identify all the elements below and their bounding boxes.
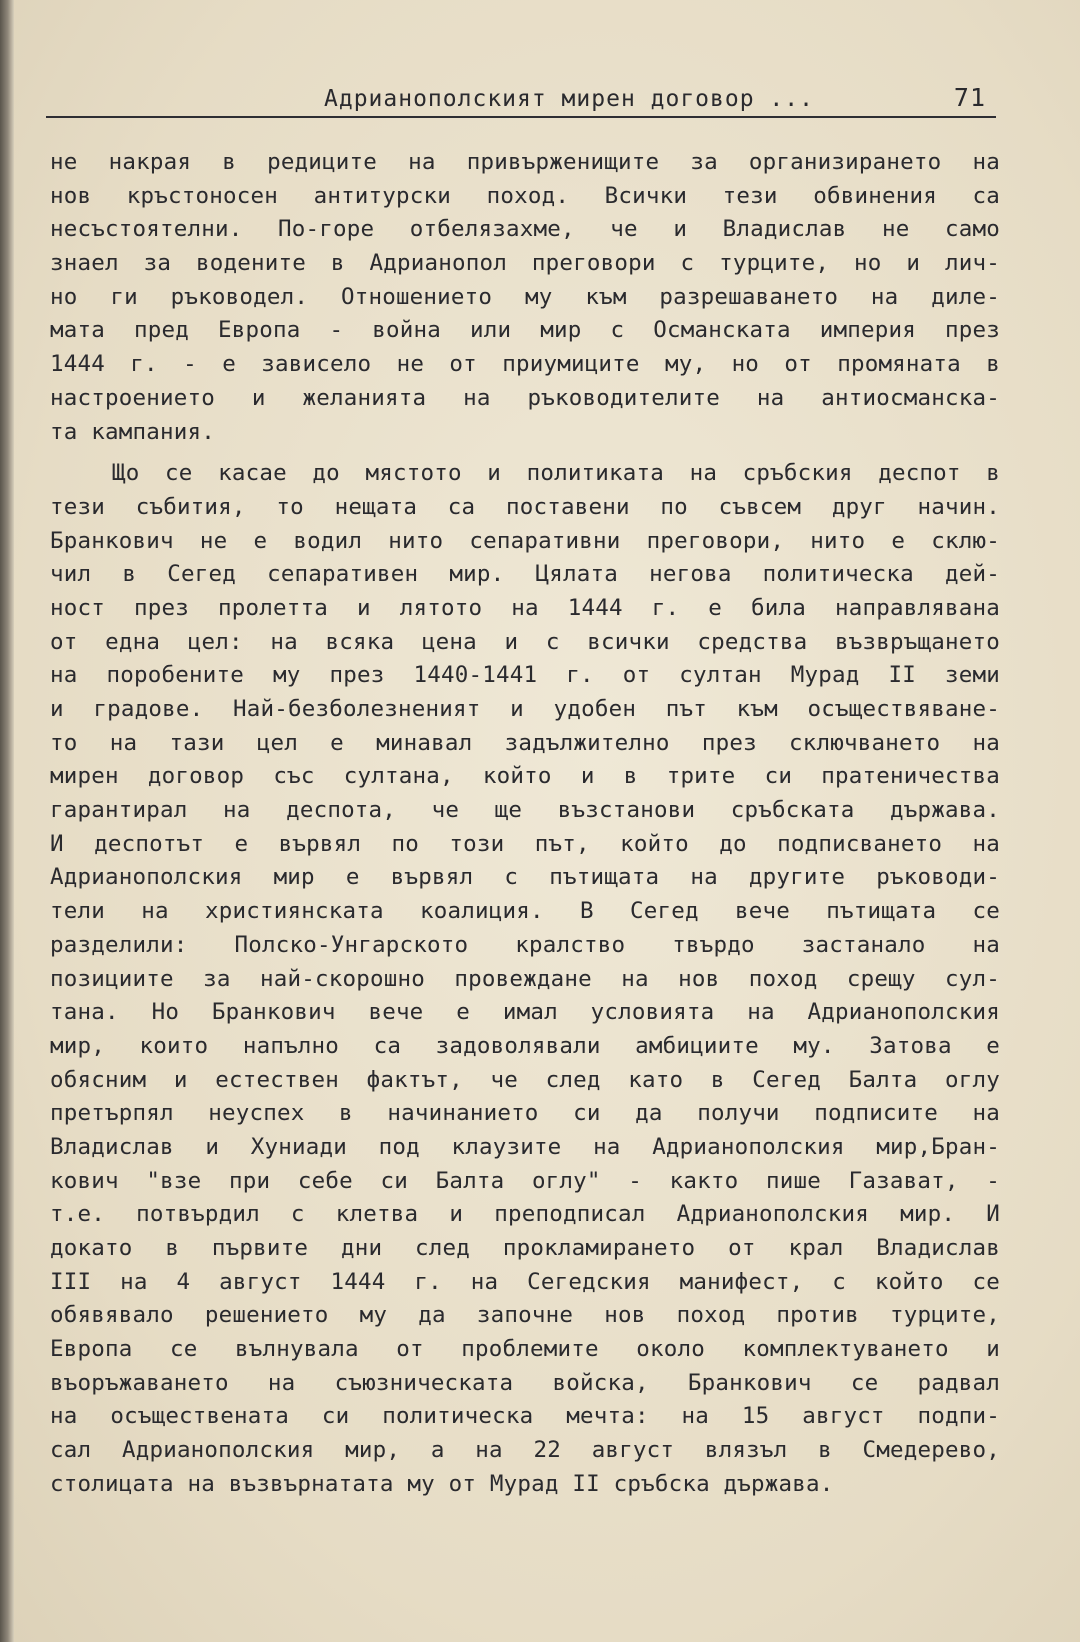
text-line: Владислав и Хуниади под клаузите на Адрианополския мир,Бран- [50, 1133, 1000, 1160]
text-line: тели на християнската коалиция. В Сегед вече пътищата се [50, 898, 1000, 925]
text-line: III на 4 август 1444 г. на Сегедския манифест, с който се [50, 1268, 1000, 1295]
text-line: несъстоятелни. По-горе отбелязахме, че и Владислав не само [50, 216, 1000, 243]
text-line: знаел за водените в Адрианопол преговори с турците, но и лич- [50, 250, 1000, 277]
text-line: сал Адрианополския мир, а на 22 август влязъл в Смедерево, [50, 1437, 1000, 1464]
text-line: от една цел: на всяка цена и с всички средства възвръщането [50, 628, 1000, 655]
text-line: та кампания. [50, 418, 215, 445]
text-line: но ги ръководел. Отношението му към разрешаването на диле- [50, 283, 1000, 310]
text-line: мирен договор със султана, който и в трите си пратеничества [50, 763, 1000, 790]
text-line: ност през пролетта и лятото на 1444 г. е била направлявана [50, 594, 1000, 621]
text-line: кович "взе при себе си Балта оглу" - както пише Газават, - [50, 1167, 1000, 1194]
running-header-title: Адрианополският мирен договор ... [324, 86, 814, 112]
paragraph-2 [50, 457, 1000, 1501]
text-line: позициите за най-скорошно провеждане на нов поход срещу сул- [50, 965, 1000, 992]
text-line: на осъществената си политическа мечта: на 15 август подпи- [50, 1403, 1000, 1430]
text-line: претърпял неуспех в начинанието си да получи подписите на [50, 1100, 1000, 1127]
text-line: тези събития, то нещата са поставени по съвсем друг начин. [50, 493, 1000, 520]
text-line: обявявало решението му да започне нов поход против турците, [50, 1302, 1000, 1329]
text-line: то на тази цел е минавал задължително през сключването на [50, 729, 1000, 756]
text-line: докато в първите дни след прокламирането от крал Владислав [50, 1235, 1000, 1261]
text-line: въоръжаването на съюзническата войска, Бранкович се радвал [50, 1369, 1000, 1396]
book-page [14, 0, 1080, 1642]
text-line: тана. Но Бранкович вече е имал условията на Адрианополския [50, 999, 1000, 1026]
text-line: нов кръстоносен антитурски поход. Всички тези обвинения са [50, 182, 1000, 209]
text-line: разделили: Полско-Унгарското кралство твърдо застанало на [50, 931, 1000, 958]
body-text [50, 146, 1000, 1502]
text-line: чил в Сегед сепаративен мир. Цялата негова политическа дей- [50, 561, 1000, 588]
text-line: Що се касае до мястото и политиката на сръбския деспот в [112, 460, 1000, 487]
paragraph-1 [50, 146, 1000, 449]
text-line: не накрая в редиците на привърженищите за организирането на [50, 149, 1000, 175]
text-line: Бранкович не е водил нито сепаративни преговори, нито е склю- [50, 527, 1000, 554]
text-line: И деспотът е вървял по този път, който до подписването на [50, 830, 1000, 857]
text-line: Адрианополския мир е вървял с пътищата на другите ръководи- [50, 864, 1000, 891]
running-header [46, 76, 996, 118]
text-line: на поробените му през 1440-1441 г. от султан Мурад II земи [50, 662, 1000, 689]
text-line: и градове. Най-безболезненият и удобен път към осъществяване- [50, 696, 1000, 722]
page-number: 71 [953, 83, 986, 112]
text-line: столицата на възвърнатата му от Мурад II сръбска държава. [50, 1470, 834, 1497]
text-line: т.е. потвърдил с клетва и преподписал Адрианополския мир. И [50, 1201, 1000, 1228]
book-spine-shadow [0, 0, 14, 1642]
text-line: 1444 г. - е зависело не от приумиците му, но от промяната в [50, 351, 1000, 378]
text-line: Европа се вълнувала от проблемите около комплектуването и [50, 1336, 1000, 1363]
text-line: обясним и естествен фактът, че след като в Сегед Балта оглу [50, 1066, 1000, 1093]
text-line: мир, които напълно са задоволявали амбициите му. Затова е [50, 1032, 1000, 1059]
text-line: мата пред Европа - война или мир с Османската империя през [50, 317, 1000, 344]
text-line: гарантирал на деспота, че ще възстанови сръбската държава. [50, 797, 1000, 824]
text-line: настроението и желанията на ръководителите на антиосманска- [50, 384, 1000, 411]
